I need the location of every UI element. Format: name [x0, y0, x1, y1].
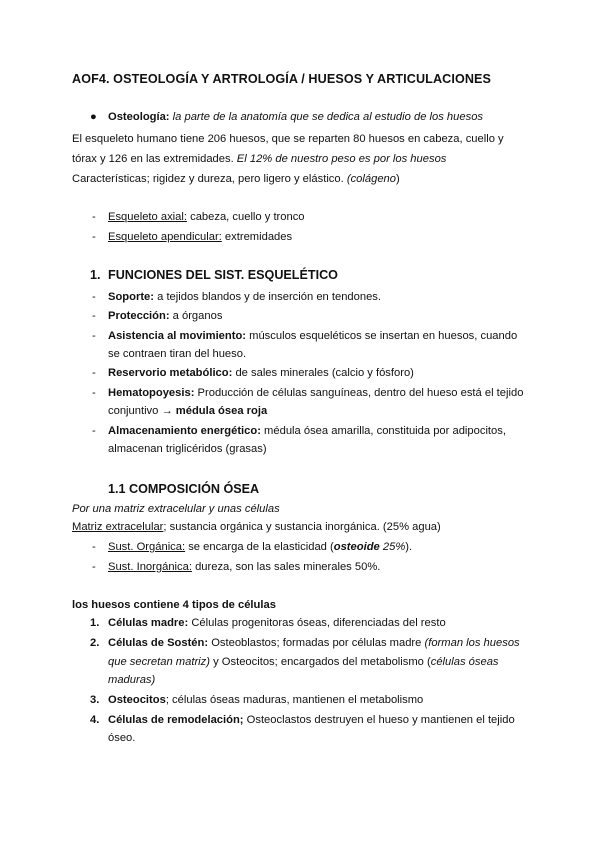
- function-item: [108, 309, 222, 323]
- sust-term: Sust. Inorgánica:: [108, 561, 192, 573]
- intro-text: Características; rigidez y dureza, pero ligero y elástico.: [72, 173, 347, 185]
- dash-bullet: -: [92, 561, 96, 573]
- function-term: Protección:: [108, 310, 170, 322]
- section11-heading: 1.1 COMPOSICIÓN ÓSEA: [108, 482, 260, 496]
- cells-text: Osteoblastos; formadas por células madre: [208, 637, 425, 649]
- function-text: de sales minerales (calcio y fósforo): [232, 367, 414, 379]
- function-term: Reservorio metabólico:: [108, 367, 233, 379]
- intro-line-2: [72, 152, 446, 166]
- intro-text: tórax y 126 en las extremidades.: [72, 153, 237, 165]
- function-continuation: se contraen tiran del hueso.: [108, 348, 247, 360]
- cells-continuation: maduras): [108, 674, 156, 686]
- sust-organica: [108, 540, 412, 554]
- dash-bullet: -: [92, 310, 96, 322]
- intro-text: ): [395, 173, 400, 185]
- skeleton-term: Esqueleto axial:: [108, 211, 187, 223]
- intro-line-3: [72, 172, 400, 186]
- cells-italic: que secretan matriz): [108, 656, 210, 668]
- bullet-dot: ●: [90, 111, 97, 123]
- function-term: Hematopoyesis:: [108, 387, 195, 399]
- matriz-term: Matriz extracelular: [72, 521, 164, 533]
- osteologia-line: [108, 110, 483, 124]
- function-item: [108, 366, 414, 380]
- sust-bold-italic: osteoide: [333, 541, 380, 553]
- function-item: [108, 290, 381, 304]
- cells-number: 4.: [90, 714, 100, 726]
- intro-italic: El 12% de nuestro peso es por los huesos: [236, 153, 447, 165]
- dash-bullet: -: [92, 367, 96, 379]
- cells-text: y Osteocitos; encargados del metabolismo (: [209, 656, 431, 668]
- skeleton-axial: [108, 210, 305, 224]
- function-text: a tejidos blandos y de inserción en tendones.: [154, 291, 382, 303]
- function-continuation: almacenan triglicéridos (grasas): [108, 443, 267, 455]
- function-text: a órganos: [169, 310, 223, 322]
- intro-line-1: El esqueleto humano tiene 206 huesos, que se reparten 80 huesos en cabeza, cuello y: [72, 133, 504, 145]
- cells-text: Células progenitoras óseas, diferenciadas del resto: [188, 617, 446, 629]
- dash-bullet: -: [92, 231, 96, 243]
- function-bold: médula ósea roja: [175, 405, 268, 417]
- function-item: [108, 424, 506, 438]
- sust-italic: 25%: [379, 541, 406, 553]
- function-text: Producción de células sanguíneas, dentro del hueso está el tejido: [194, 387, 524, 399]
- cells-term: Células de Sostén:: [108, 637, 209, 649]
- sust-text: ).: [405, 541, 413, 553]
- skeleton-apendicular: [108, 230, 292, 244]
- function-item: [108, 329, 517, 343]
- cells-item: [108, 693, 423, 707]
- section1-heading: FUNCIONES DEL SIST. ESQUELÉTICO: [108, 268, 338, 282]
- osteologia-term: Osteología:: [108, 111, 170, 123]
- document-title: AOF4. OSTEOLOGÍA Y ARTROLOGÍA / HUESOS Y ARTICULACIONES: [72, 72, 492, 86]
- dash-bullet: -: [92, 387, 96, 399]
- cells-continuation: óseo.: [108, 732, 136, 744]
- cells-italic: células óseas: [430, 656, 499, 668]
- sust-term: Sust. Orgánica:: [108, 541, 186, 553]
- matriz-text: ; sustancia orgánica y sustancia inorgánica. (25% agua): [163, 521, 441, 533]
- dash-bullet: -: [92, 291, 96, 303]
- function-item: [108, 386, 523, 400]
- sust-text: dureza, son las sales minerales 50%.: [191, 561, 381, 573]
- cells-term: Células madre:: [108, 617, 189, 629]
- cells-number: 1.: [90, 617, 100, 629]
- cells-text: Osteoclastos destruyen el hueso y mantienen el tejido: [243, 714, 515, 726]
- osteologia-definition: la parte de la anatomía que se dedica al estudio de los huesos: [172, 111, 484, 123]
- function-text: médula ósea amarilla, constituida por adipocitos,: [260, 425, 506, 437]
- skeleton-text: cabeza, cuello y tronco: [187, 211, 305, 223]
- function-continuation: [108, 404, 267, 418]
- cells-italic: (forman los huesos: [424, 637, 520, 649]
- function-term: Almacenamiento energético:: [108, 425, 261, 437]
- section11-subtitle: Por una matriz extracelular y unas células: [72, 503, 280, 515]
- function-text: conjuntivo →: [108, 405, 176, 417]
- skeleton-text: extremidades: [221, 231, 293, 243]
- function-term: Asistencia al movimiento:: [108, 330, 247, 342]
- function-text: músculos esqueléticos se insertan en huesos, cuando: [246, 330, 518, 342]
- matriz-line: [72, 520, 441, 534]
- cells-term: Osteocitos: [108, 694, 166, 706]
- cells-heading: los huesos contiene 4 tipos de células: [72, 599, 276, 611]
- cells-item: [108, 636, 520, 650]
- cells-text: ; células óseas maduras, mantienen el metabolismo: [165, 694, 424, 706]
- sust-inorganica: [108, 560, 380, 574]
- cells-term: Células de remodelación;: [108, 714, 244, 726]
- cells-number: 3.: [90, 694, 100, 706]
- section1-number: 1.: [90, 268, 101, 282]
- dash-bullet: -: [92, 541, 96, 553]
- dash-bullet: -: [92, 211, 96, 223]
- sust-text: se encarga de la elasticidad (: [185, 541, 334, 553]
- skeleton-term: Esqueleto apendicular:: [108, 231, 222, 243]
- cells-number: 2.: [90, 637, 100, 649]
- intro-italic: (colágeno: [346, 173, 396, 185]
- dash-bullet: -: [92, 425, 96, 437]
- cells-item: [108, 713, 515, 727]
- dash-bullet: -: [92, 330, 96, 342]
- cells-item: [108, 616, 446, 630]
- cells-continuation: [108, 655, 499, 669]
- function-term: Soporte:: [108, 291, 154, 303]
